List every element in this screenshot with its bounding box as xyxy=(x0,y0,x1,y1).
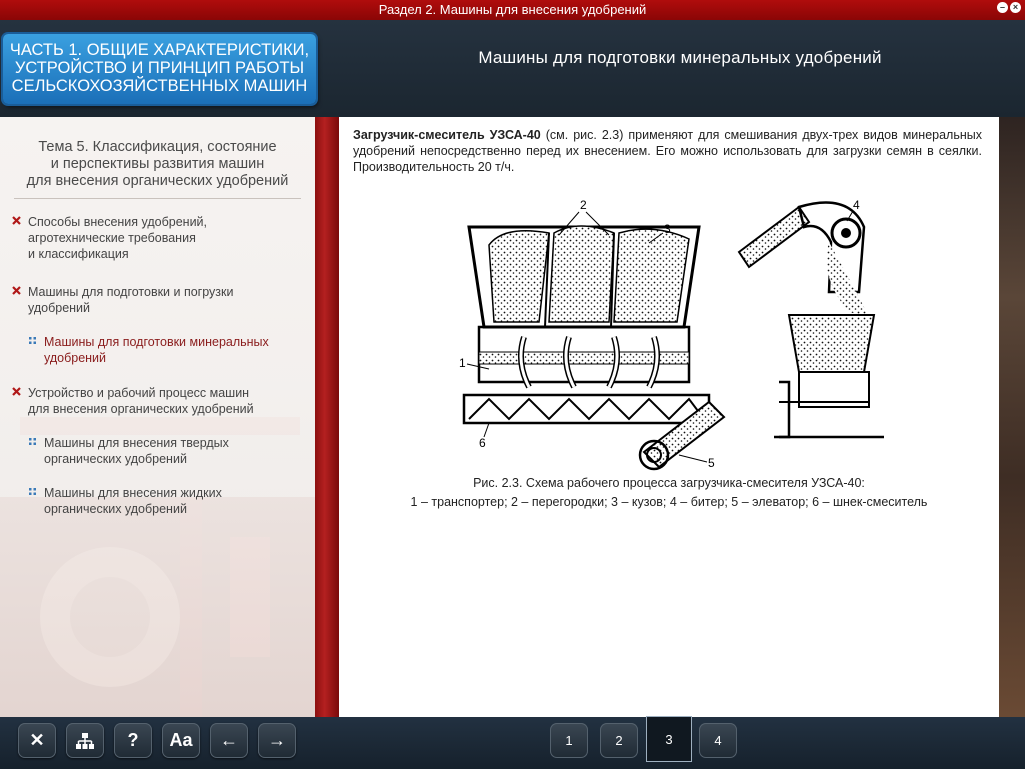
topic-line: для внесения органических удобрений xyxy=(26,173,289,189)
sidebar-item-application-methods[interactable] xyxy=(28,214,207,262)
dots-bullet-icon xyxy=(29,488,36,495)
window-title-bar xyxy=(0,0,1025,20)
dots-bullet-icon xyxy=(29,438,36,445)
sidebar-divider xyxy=(315,117,339,717)
previous-button[interactable] xyxy=(210,723,248,758)
arrow-right-icon: → xyxy=(268,730,286,750)
sidebar-item-label: и классификация xyxy=(28,247,129,261)
page-button-3-current[interactable]: 3 xyxy=(647,717,691,761)
page-title: Машины для подготовки минеральных удобрений xyxy=(478,48,882,67)
sidebar-item-liquid-organic[interactable] xyxy=(44,485,222,517)
sidebar-item-mineral-preparation[interactable] xyxy=(44,334,269,366)
bottom-toolbar xyxy=(0,717,1025,769)
sidebar-item-preparation-loading[interactable] xyxy=(28,284,234,316)
sidebar-item-label: органических удобрений xyxy=(44,452,187,466)
help-button[interactable] xyxy=(114,723,152,758)
sidebar-item-label: Машины для подготовки минеральных xyxy=(44,335,269,349)
sidebar-item-label: для внесения органических удобрений xyxy=(28,402,254,416)
arrow-left-icon: ← xyxy=(220,730,238,750)
close-window-icon[interactable]: × xyxy=(1010,2,1021,13)
sitemap-icon xyxy=(75,732,95,750)
page-button-1[interactable]: 1 xyxy=(550,723,588,758)
description-text: (см. рис. 2.3) применяют для смешивания двух-трех видов минеральных удобрений непосредственно перед их внесением. Его можно использовать для загрузки семян в сеялки. Производительность 20 т/ч. xyxy=(353,128,982,174)
window-title: Раздел 2. Машины для внесения удобрений xyxy=(378,2,647,17)
sidebar-item-label: Машины для внесения жидких xyxy=(44,486,222,500)
cross-bullet-icon xyxy=(12,216,21,225)
label-2: 2 xyxy=(580,198,587,212)
sidebar-item-label: органических удобрений xyxy=(44,502,187,516)
font-size-button[interactable] xyxy=(162,723,200,758)
help-icon: ? xyxy=(127,730,139,750)
sidebar-item-solid-organic[interactable] xyxy=(44,435,229,467)
part-title-line: УСТРОЙСТВО И ПРИНЦИП РАБОТЫ xyxy=(14,59,305,77)
cross-bullet-icon xyxy=(12,387,21,396)
part-title-line: СЕЛЬСКОХОЗЯЙСТВЕННЫХ МАШИН xyxy=(11,77,308,95)
figure-caption-legend: 1 – транспортер; 2 – перегородки; 3 – кузов; 4 – битер; 5 – элеватор; 6 – шнек-смеситель xyxy=(410,495,928,509)
description-paragraph xyxy=(353,127,982,175)
next-button[interactable] xyxy=(258,723,296,758)
label-6: 6 xyxy=(479,436,486,450)
sitemap-button[interactable] xyxy=(66,723,104,758)
header xyxy=(0,20,1025,117)
page-button-4[interactable]: 4 xyxy=(699,723,737,758)
sidebar-item-label: агротехнические требования xyxy=(28,231,196,245)
part-title-badge[interactable] xyxy=(3,34,316,104)
topic-heading xyxy=(14,139,301,199)
topic-line: и перспективы развития машин xyxy=(50,156,265,172)
main-content xyxy=(339,117,999,717)
dots-bullet-icon xyxy=(29,337,36,344)
sidebar-item-organic-process[interactable] xyxy=(28,385,254,417)
machine-name: Загрузчик-смеситель УЗСА-40 xyxy=(353,128,541,142)
topic-line: Тема 5. Классификация, состояние xyxy=(38,139,277,155)
figure-caption-title: Рис. 2.3. Схема рабочего процесса загрузчика-смесителя УЗСА-40: xyxy=(473,476,865,490)
minimize-icon[interactable]: – xyxy=(997,2,1008,13)
sidebar-item-label: удобрений xyxy=(28,301,91,315)
sidebar-item-label: Машины для подготовки и погрузки xyxy=(28,285,234,299)
loader-mixer-diagram xyxy=(449,197,889,472)
background-photo-edge xyxy=(999,117,1025,717)
label-3: 3 xyxy=(664,222,671,236)
page-button-2[interactable]: 2 xyxy=(600,723,638,758)
cross-bullet-icon xyxy=(12,286,21,295)
sidebar-item-label: Машины для внесения твердых xyxy=(44,436,229,450)
sidebar xyxy=(0,117,315,717)
close-button[interactable] xyxy=(18,723,56,758)
sidebar-item-label: Способы внесения удобрений, xyxy=(28,215,208,229)
close-icon: ✕ xyxy=(29,730,45,750)
label-1: 1 xyxy=(459,356,466,370)
font-size-icon: Aa xyxy=(169,730,193,750)
part-title-line: ЧАСТЬ 1. ОБЩИЕ ХАРАКТЕРИСТИКИ, xyxy=(9,41,310,59)
label-4: 4 xyxy=(853,198,860,212)
sidebar-item-label: Устройство и рабочий процесс машин xyxy=(28,386,250,400)
label-5: 5 xyxy=(708,456,715,470)
sidebar-item-label: удобрений xyxy=(44,351,107,365)
